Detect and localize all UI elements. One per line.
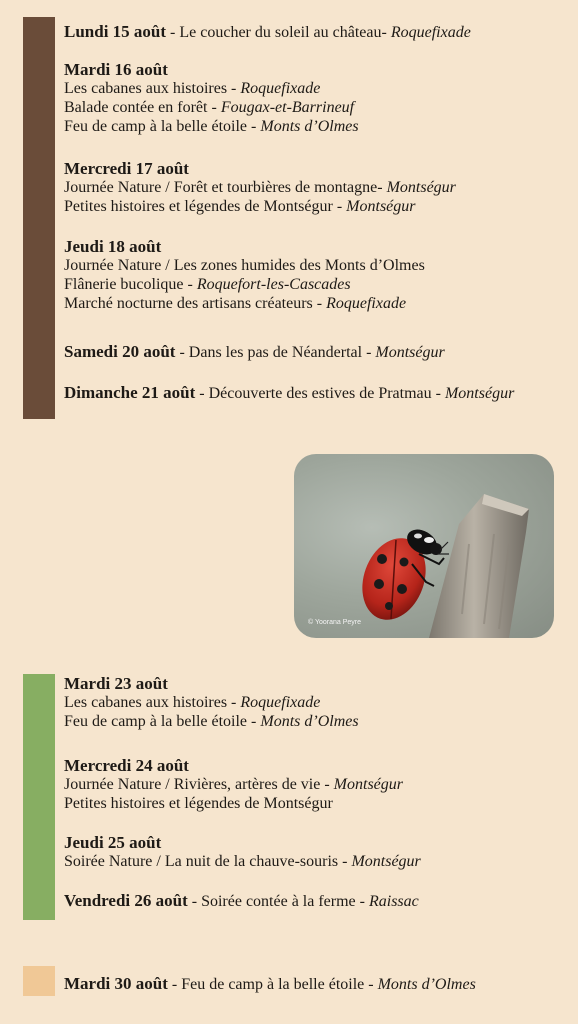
event-mardi-23 (64, 674, 554, 731)
event-place: Monts d’Olmes (377, 976, 476, 993)
event-place: Fougax-et-Barrineuf (220, 99, 355, 116)
event-title: - Le coucher du soleil au château- (166, 24, 391, 41)
photo-credit: © Yoorana Peyre (308, 619, 362, 626)
section-bar-brown (23, 17, 55, 419)
event-date: Vendredi 26 août (64, 891, 188, 910)
event-mercredi-17 (64, 159, 554, 216)
event-place: Montségur (351, 853, 421, 870)
event-dimanche-21 (64, 383, 554, 403)
event-date: Jeudi 25 août (64, 833, 162, 852)
event-title: Soirée Nature / La nuit de la chauve-souris - (64, 853, 352, 870)
event-title: Petites histoires et légendes de Montségur - (64, 198, 347, 215)
event-title: - Découverte des estives de Pratmau - (195, 385, 445, 402)
event-mardi-30 (64, 974, 554, 994)
event-date: Mercredi 24 août (64, 756, 189, 775)
event-place: Montségur (386, 179, 456, 196)
event-place: Monts d’Olmes (260, 118, 359, 135)
event-place: Roquefixade (240, 694, 321, 711)
event-place: Montségur (346, 198, 416, 215)
event-title: Journée Nature / Rivières, artères de vie - (64, 776, 334, 793)
event-title: Journée Nature / Les zones humides des Monts d’Olmes (64, 257, 425, 274)
event-place: Raissac (368, 893, 419, 910)
event-place: Montségur (375, 344, 445, 361)
event-date: Mardi 16 août (64, 60, 168, 79)
event-mardi-16 (64, 60, 554, 136)
event-place: Montségur (333, 776, 403, 793)
event-title: Petites histoires et légendes de Montségur (64, 795, 333, 812)
event-place: Roquefixade (390, 24, 471, 41)
event-title: Feu de camp à la belle étoile - (64, 118, 261, 135)
event-title: - Soirée contée à la ferme - (187, 893, 369, 910)
event-lundi-15 (64, 22, 554, 42)
event-jeudi-18 (64, 237, 554, 313)
event-place: Roquefixade (326, 295, 407, 312)
event-date: Lundi 15 août (64, 22, 167, 41)
event-title: Feu de camp à la belle étoile - (64, 713, 261, 730)
event-samedi-20 (64, 342, 554, 362)
event-place: Roquefort-les-Cascades (196, 276, 351, 293)
event-title: - Feu de camp à la belle étoile - (167, 976, 378, 993)
event-place: Montségur (444, 385, 515, 402)
event-date: Samedi 20 août (64, 342, 176, 361)
ladybug-photo (294, 454, 554, 638)
section-bar-green (23, 674, 55, 920)
event-title: Marché nocturne des artisans créateurs - (64, 295, 327, 312)
event-title: Les cabanes aux histoires - (64, 694, 241, 711)
event-title: Balade contée en forêt - (64, 99, 221, 116)
event-place: Roquefixade (240, 80, 321, 97)
event-title: Journée Nature / Forêt et tourbières de montagne- (64, 179, 387, 196)
event-title: - Dans les pas de Néandertal - (175, 344, 376, 361)
event-title: Les cabanes aux histoires - (64, 80, 241, 97)
event-date: Mercredi 17 août (64, 159, 189, 178)
event-date: Jeudi 18 août (64, 237, 162, 256)
event-jeudi-25 (64, 833, 554, 871)
event-vendredi-26 (64, 891, 554, 911)
event-date: Mardi 23 août (64, 674, 168, 693)
event-place: Monts d’Olmes (260, 713, 359, 730)
event-mercredi-24 (64, 756, 554, 813)
event-date: Dimanche 21 août (64, 383, 196, 402)
event-title: Flânerie bucolique - (64, 276, 197, 293)
event-date: Mardi 30 août (64, 974, 168, 993)
section-bar-peach (23, 966, 55, 996)
ladybug-icon (351, 524, 449, 628)
